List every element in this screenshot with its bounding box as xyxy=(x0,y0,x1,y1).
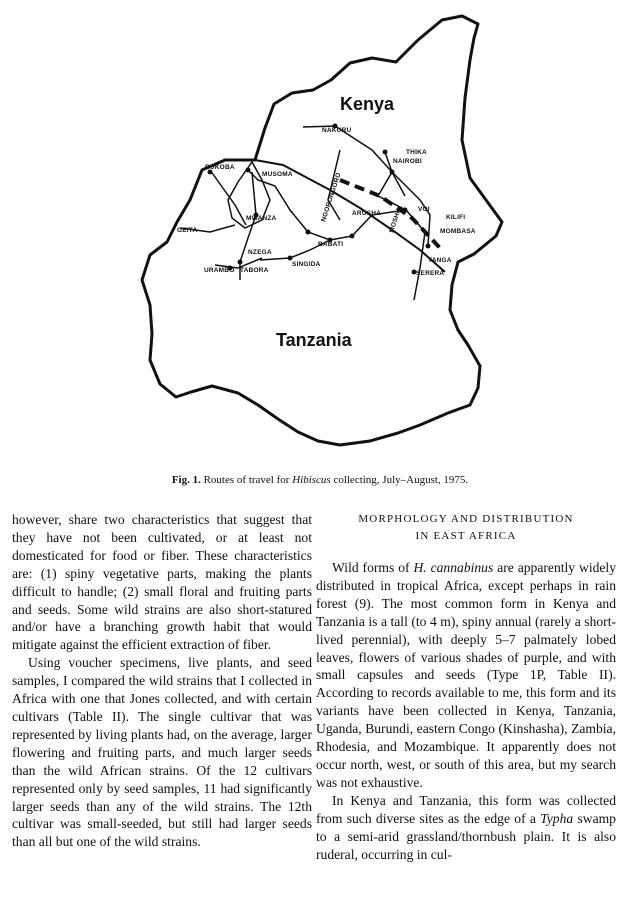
left-column xyxy=(12,511,312,851)
town-label: MOMBASA xyxy=(440,228,476,235)
town-label: URAMBO xyxy=(204,267,235,274)
section-heading-line: IN EAST AFRICA xyxy=(415,530,517,542)
town-label: TABORA xyxy=(240,267,269,274)
paragraph: In Kenya and Tanzania, this form was collected from such diverse sites as the edge of a Typha swamp to a semi-arid grassland/thornbush plain. It is also ruderal, occurring in cul- xyxy=(316,792,616,862)
town-label: THIKA xyxy=(406,149,427,156)
caption-text-end: collecting, July–August, 1975. xyxy=(330,474,469,486)
caption-genus: Hibiscus xyxy=(292,474,331,486)
town-label: NGORONGORO xyxy=(320,171,343,223)
country-label-kenya: Kenya xyxy=(340,94,395,114)
section-heading xyxy=(316,511,616,545)
caption-text: Routes of travel for xyxy=(203,474,293,486)
figure-number: Fig. 1. xyxy=(171,474,201,486)
town-label: MOSHI xyxy=(388,210,402,234)
paragraph: Using voucher specimens, live plants, and seed samples, I compared the wild strains that I collected in Africa with one that Jones collected, and with certain cultivars (Table II). The single cultivar that was represented by living plants had, on the average, larger flowering and fruiting parts, and much larger seeds than the wild African strains. Of the 12 cultivars represented only by seed samples, 11 had significantly larger seeds than any of the wild strains. The 12th cultivar was small-seeded, but still had larger seeds than all but one of the wild strains. xyxy=(12,655,312,850)
town-label: BABATI xyxy=(318,241,344,248)
town-label: MWANZA xyxy=(246,215,277,222)
route-markers xyxy=(208,124,431,275)
town-label: MUSOMA xyxy=(262,171,293,178)
town-label: VOI xyxy=(418,206,430,213)
town-label: NAIROBI xyxy=(393,158,422,165)
town-label: NAKURU xyxy=(322,127,352,134)
paragraph: however, share two characteristics that suggest that they have not been cultivated, or at least not domesticated for food or fiber. These characteristics are: (1) spiny vegetative parts, making the plants difficult to handle; (2) small floral and fruiting parts and seeds. Some wild strains are also short-statured and/or have a branching growth habit that would mitigate against the efficient extraction of fiber. xyxy=(12,512,312,653)
right-column xyxy=(316,511,616,863)
town-label: NZEGA xyxy=(248,249,272,256)
section-heading-line: MORPHOLOGY AND DISTRIBUTION xyxy=(358,513,574,525)
town-label: GEITA xyxy=(177,227,198,234)
town-label: TANGA xyxy=(428,257,452,264)
genus-name: Typha xyxy=(540,810,574,826)
paragraph: Wild forms of H. cannabinus are apparently widely distributed in tropical Africa, except perhaps in rain forest (9). The most common form in Kenya and Tanzania is a tall (to 4 m), spiny annual (rarely a short-lived perennial), with deeply 5–7 palmately lobed leaves, flowers of various shades of purple, and with small capsules and seeds (Type 1P, Table II). According to records available to me, this form and its variants have been collected in Kenya, Tanzania, Uganda, Burundi, eastern Congo (Kinshasha), Zambia, Rhodesia, and Mozambique. It apparently does not occur north, west, or south of this area, but my search was not exhaustive. xyxy=(316,560,617,790)
town-label: KILIFI xyxy=(446,214,466,221)
town-label: SINGIDA xyxy=(292,261,321,268)
species-name: H. cannabinus xyxy=(413,560,494,575)
town-label: ARUSHA xyxy=(352,210,382,217)
country-label-tanzania: Tanzania xyxy=(276,330,352,350)
figure-caption xyxy=(0,474,640,486)
town-label: BUKOBA xyxy=(205,164,235,171)
town-label: SERERA xyxy=(416,270,445,277)
